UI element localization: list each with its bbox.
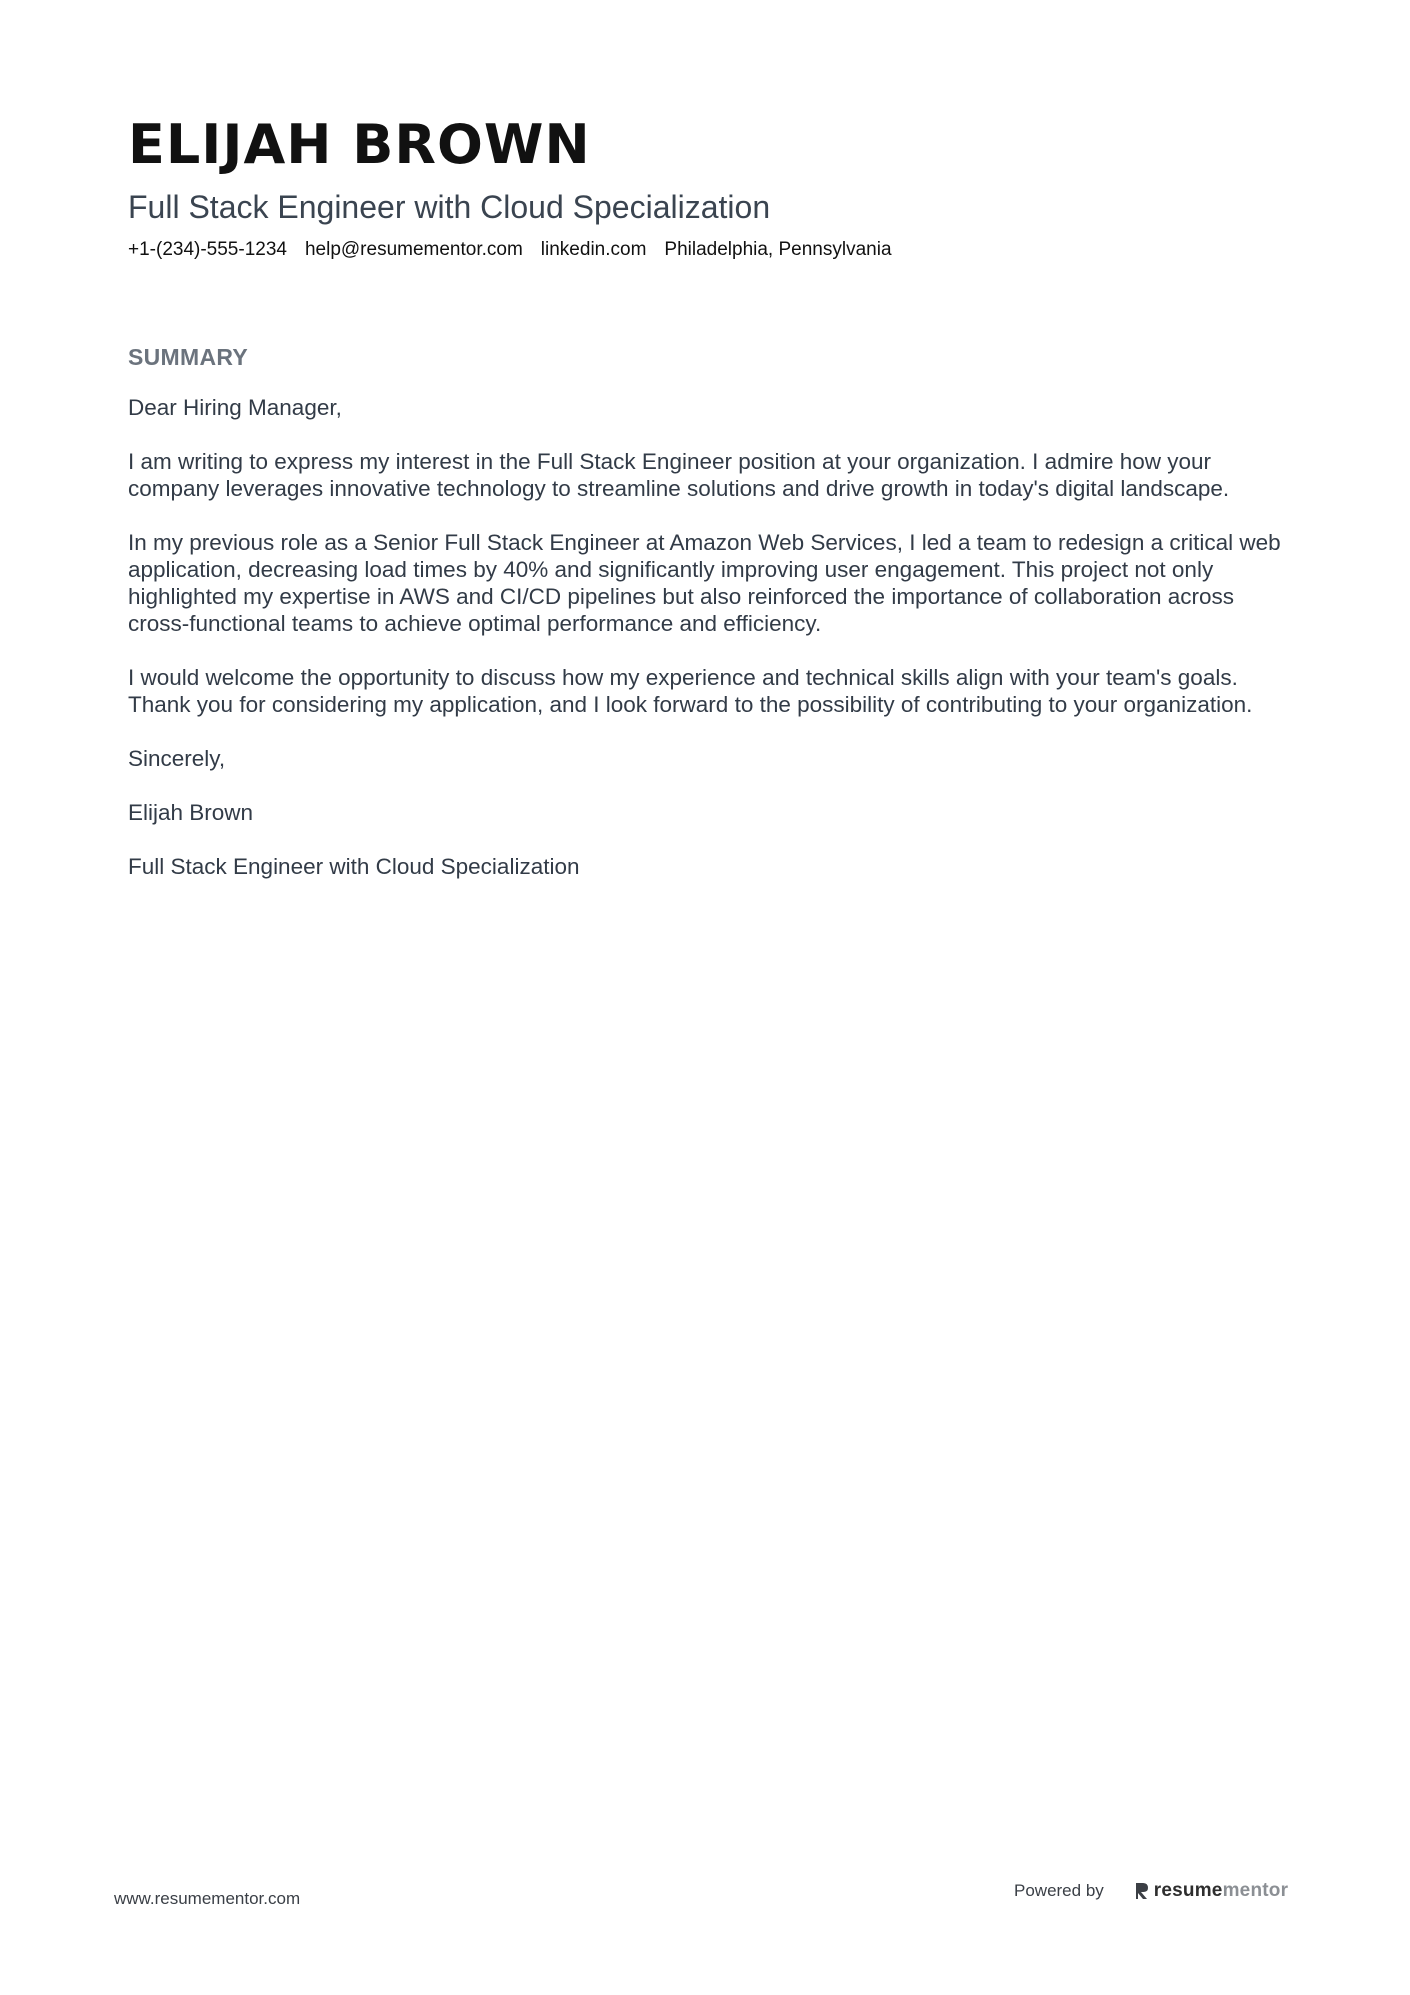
section-title-summary: SUMMARY [128, 344, 249, 370]
letter-closing: Sincerely, [128, 746, 226, 771]
summary-section [128, 342, 1288, 907]
contact-location: Philadelphia, Pennsylvania [664, 239, 892, 260]
brand-name: resumementor [1153, 1880, 1289, 1901]
header [128, 108, 1278, 262]
contact-phone: +1-(234)-555-1234 [128, 239, 287, 260]
brand-logo[interactable] [1134, 1880, 1288, 1902]
contact-linkedin[interactable]: linkedin.com [540, 239, 647, 260]
letter-body [128, 394, 1288, 880]
letter-signature-title: Full Stack Engineer with Cloud Specialization [128, 854, 580, 879]
contact-info [128, 238, 1278, 262]
candidate-name: ELIJAH BROWN [128, 113, 591, 176]
powered-by-label: Powered by [1014, 1881, 1104, 1900]
letter-paragraph: In my previous role as a Senior Full Stack Engineer at Amazon Web Services, I led a team to redesign a critical web application, decreasing load times by 40% and significantly improving user engagement. This project not only highlighted my expertise in AWS and CI/CD pipelines but also reinforced the importance of collaboration across cross-functional teams to achieve optimal performance and efficiency. [128, 530, 1281, 636]
candidate-headline: Full Stack Engineer with Cloud Specialization [128, 189, 771, 225]
letter-paragraph: I would welcome the opportunity to discuss how my experience and technical skills align with your team's goals. Thank you for considering my application, and I look forward to the possibility of contributing to your organization. [128, 665, 1253, 717]
letter-salutation: Dear Hiring Manager, [128, 395, 342, 420]
footer-branding [1014, 1880, 1288, 1902]
resumementor-logo-icon [1134, 1881, 1150, 1901]
footer-website-link[interactable]: www.resumementor.com [114, 1889, 301, 1908]
contact-email[interactable]: help@resumementor.com [304, 239, 523, 260]
letter-signature-name: Elijah Brown [128, 800, 254, 825]
letter-paragraph: I am writing to express my interest in the Full Stack Engineer position at your organization. I admire how your company leverages innovative technology to streamline solutions and drive growth in today's digital landscape. [128, 449, 1230, 501]
